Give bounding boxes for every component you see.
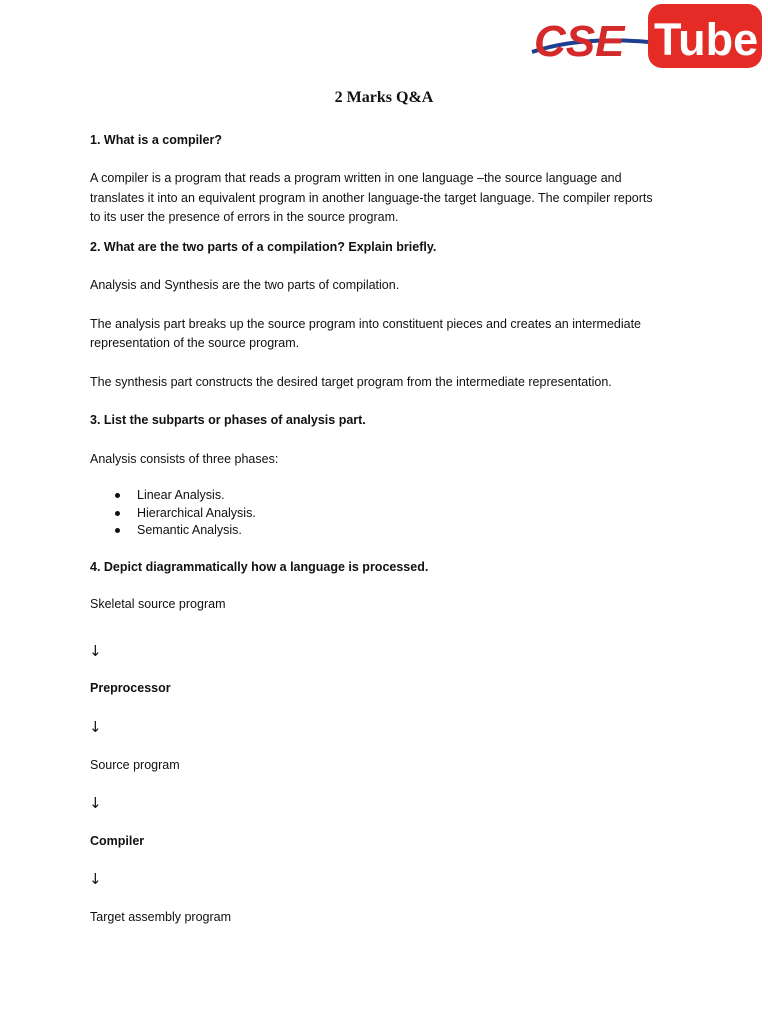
logo-cse-text: CSE bbox=[534, 17, 625, 66]
answer-2-paragraph-2-line-1: The analysis part breaks up the source program into constituent pieces and creates an intermediate bbox=[90, 317, 642, 331]
flow-step-compiler: Compiler bbox=[90, 834, 145, 848]
bullet-icon bbox=[115, 511, 120, 516]
list-item bbox=[90, 487, 256, 505]
flow-step-source-program: Source program bbox=[90, 758, 180, 772]
flow-step-target-assembly: Target assembly program bbox=[90, 910, 232, 924]
question-3: 3. List the subparts or phases of analysis part. bbox=[90, 413, 366, 427]
list-item bbox=[90, 505, 256, 523]
cse-tube-logo bbox=[530, 0, 768, 78]
down-arrow-icon: ↓ bbox=[89, 642, 102, 660]
phases-list bbox=[90, 487, 256, 540]
list-item bbox=[90, 522, 256, 540]
bullet-icon bbox=[115, 528, 120, 533]
answer-2-paragraph-3: The synthesis part constructs the desired target program from the intermediate representation. bbox=[90, 375, 612, 389]
flow-step-preprocessor: Preprocessor bbox=[90, 681, 171, 695]
list-item-text: Hierarchical Analysis. bbox=[137, 505, 256, 520]
question-1: 1. What is a compiler? bbox=[90, 133, 222, 147]
logo-tube-text: Tube bbox=[654, 14, 759, 65]
answer-3-intro: Analysis consists of three phases: bbox=[90, 452, 279, 466]
page-title: 2 Marks Q&A bbox=[334, 89, 434, 106]
down-arrow-icon: ↓ bbox=[89, 718, 102, 736]
flow-step-skeletal-source: Skeletal source program bbox=[90, 597, 226, 611]
answer-1-line-1: A compiler is a program that reads a program written in one language –the source language and bbox=[90, 171, 622, 185]
answer-2-paragraph-2-line-2: representation of the source program. bbox=[90, 336, 300, 350]
list-item-text: Linear Analysis. bbox=[137, 488, 225, 502]
list-item-text: Semantic Analysis. bbox=[137, 523, 242, 537]
question-2: 2. What are the two parts of a compilation? Explain briefly. bbox=[90, 240, 437, 254]
answer-1-line-2: translates it into an equivalent program in another language-the target language. The compiler reports bbox=[90, 190, 653, 205]
answer-2-paragraph-1: Analysis and Synthesis are the two parts of compilation. bbox=[90, 278, 400, 292]
bullet-icon bbox=[115, 493, 120, 498]
question-4: 4. Depict diagrammatically how a language is processed. bbox=[90, 560, 429, 574]
down-arrow-icon: ↓ bbox=[89, 794, 102, 812]
answer-1-line-3: to its user the presence of errors in the source program. bbox=[90, 210, 399, 224]
down-arrow-icon: ↓ bbox=[89, 870, 102, 888]
